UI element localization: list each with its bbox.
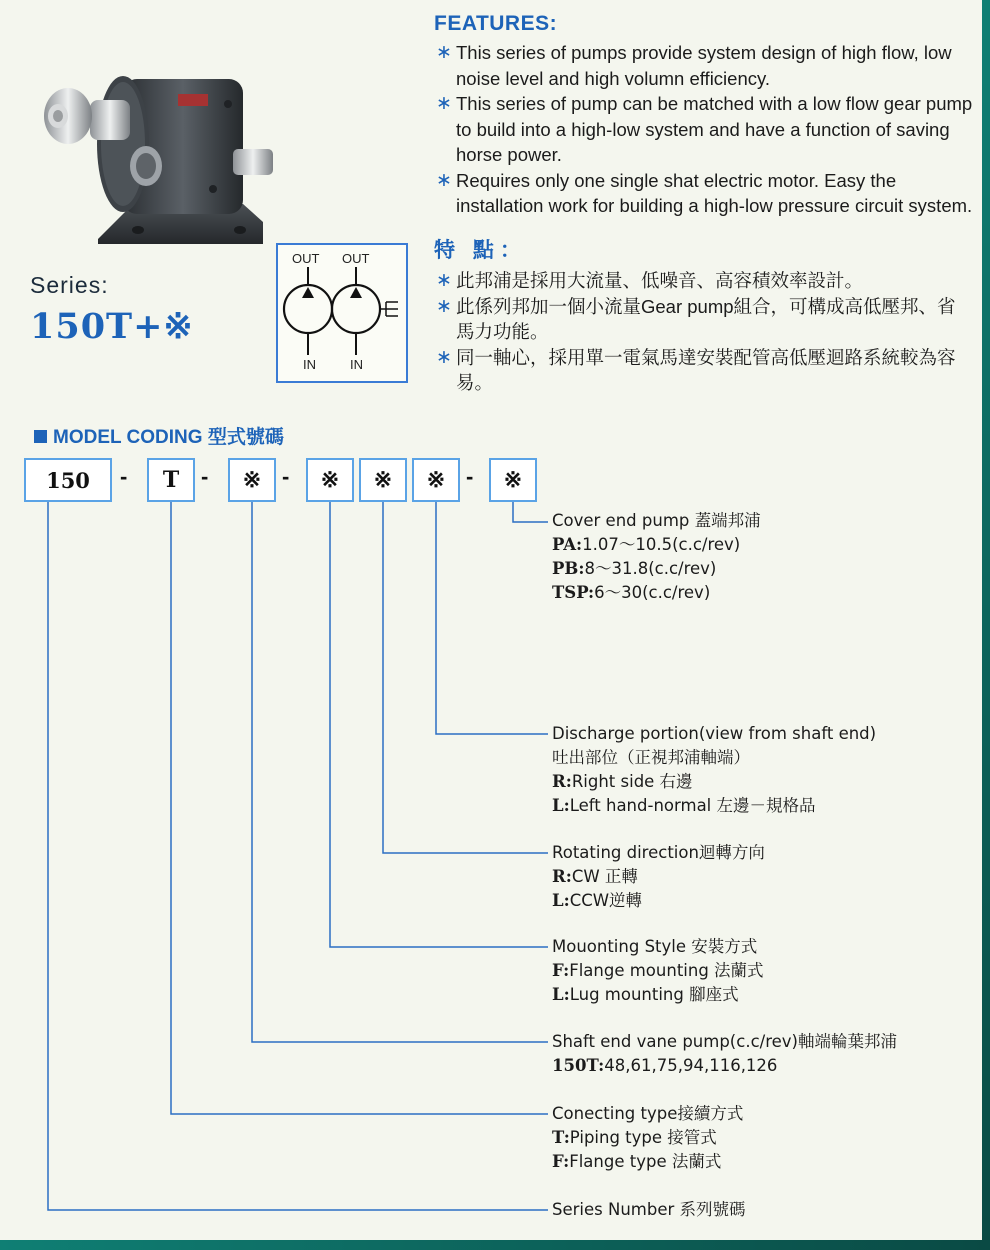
asterisk-icon: ∗ [436,93,452,114]
desc-rotating [552,841,765,913]
asterisk-icon: ∗ [436,295,452,317]
desc-row: L:Lug mounting 腳座式 [552,985,739,1004]
code-box-cover-end: ※ [489,458,537,502]
desc-row: PB:8～31.8(c.c/rev) [552,559,717,578]
asterisk-icon: ∗ [436,42,452,63]
feature-cn-item: ∗ 此係列邦加一個小流量Gear pump組合，可構成高低壓邦、省馬力功能。 [436,295,956,342]
symbol-in-left: IN [303,357,316,372]
desc-discharge [552,722,876,818]
code-dash: - [282,464,290,489]
code-dash: - [201,464,209,489]
model-coding-heading: MODEL CODING 型式號碼 [34,422,284,449]
desc-mounting [552,935,764,1007]
code-dash: - [120,464,128,489]
code-dash: - [466,464,474,489]
frame-bottom-edge [0,1240,990,1250]
feature-cn-item: ∗ 此邦浦是採用大流量、低噪音、高容積效率設計。 [434,268,974,294]
desc-row: L:Left hand-normal 左邊－規格品 [552,796,816,815]
asterisk-icon: ∗ [436,270,452,291]
code-box-discharge: ※ [412,458,460,502]
desc-title: Rotating direction迴轉方向 [552,843,765,862]
desc-cover-end [552,509,761,605]
symbol-out-left: OUT [292,251,320,266]
desc-title: Shaft end vane pump(c.c/rev)軸端輪葉邦浦 [552,1032,897,1051]
feature-cn-item: ∗ 同一軸心，採用單一電氣馬達安裝配管高低壓迴路系統較為容易。 [436,346,956,393]
desc-title: Series Number 系列號碼 [552,1200,746,1219]
desc-row: TSP:6～30(c.c/rev) [552,583,711,602]
desc-row: F:Flange mounting 法蘭式 [552,961,764,980]
code-box-series: 150 [24,458,112,502]
symbol-in-right: IN [350,357,363,372]
asterisk-icon: ∗ [436,346,452,368]
desc-title: Discharge portion(view from shaft end) [552,724,877,743]
desc-title: Cover end pump 蓋端邦浦 [552,511,761,530]
series-label: Series: [30,272,109,298]
desc-row: L:CCW逆轉 [552,891,643,910]
code-box-rotating: ※ [359,458,407,502]
features-cn-title: 特 點： [434,239,527,262]
desc-series-number [552,1198,746,1222]
desc-shaft-end [552,1030,897,1078]
desc-row: PA:1.07～10.5(c.c/rev) [552,535,741,554]
symbol-out-right: OUT [342,251,370,266]
desc-row: T:Piping type 接管式 [552,1128,717,1147]
desc-connecting [552,1102,743,1174]
feature-item: ∗ This series of pumps provide system design of high flow, low noise level and high volumn efficiency. [436,42,952,89]
desc-row: F:Flange type 法蘭式 [552,1152,722,1171]
code-box-shaft-end: ※ [228,458,276,502]
features-title: FEATURES: [434,12,558,35]
code-box-connecting: T [147,458,195,502]
code-box-mounting: ※ [306,458,354,502]
desc-title: Mouonting Style 安裝方式 [552,937,758,956]
desc-row: R:CW 正轉 [552,867,638,886]
desc-row: R:Right side 右邊 [552,772,693,791]
feature-item: ∗ This series of pump can be matched with a low flow gear pump to build into a high-low system and have a function of saving horse power. [436,93,973,165]
desc-row: 150T:48,61,75,94,116,126 [552,1056,778,1075]
desc-title: Conecting type接續方式 [552,1104,744,1123]
series-model: 150T+※ [30,306,194,347]
frame-right-edge [982,0,990,1250]
asterisk-icon: ∗ [436,169,452,191]
desc-subtitle: 吐出部位（正視邦浦軸端） [552,748,750,767]
feature-item: ∗ Requires only one single shat electric motor. Easy the installation work for building a high-low pressure circuit system. [436,169,973,216]
